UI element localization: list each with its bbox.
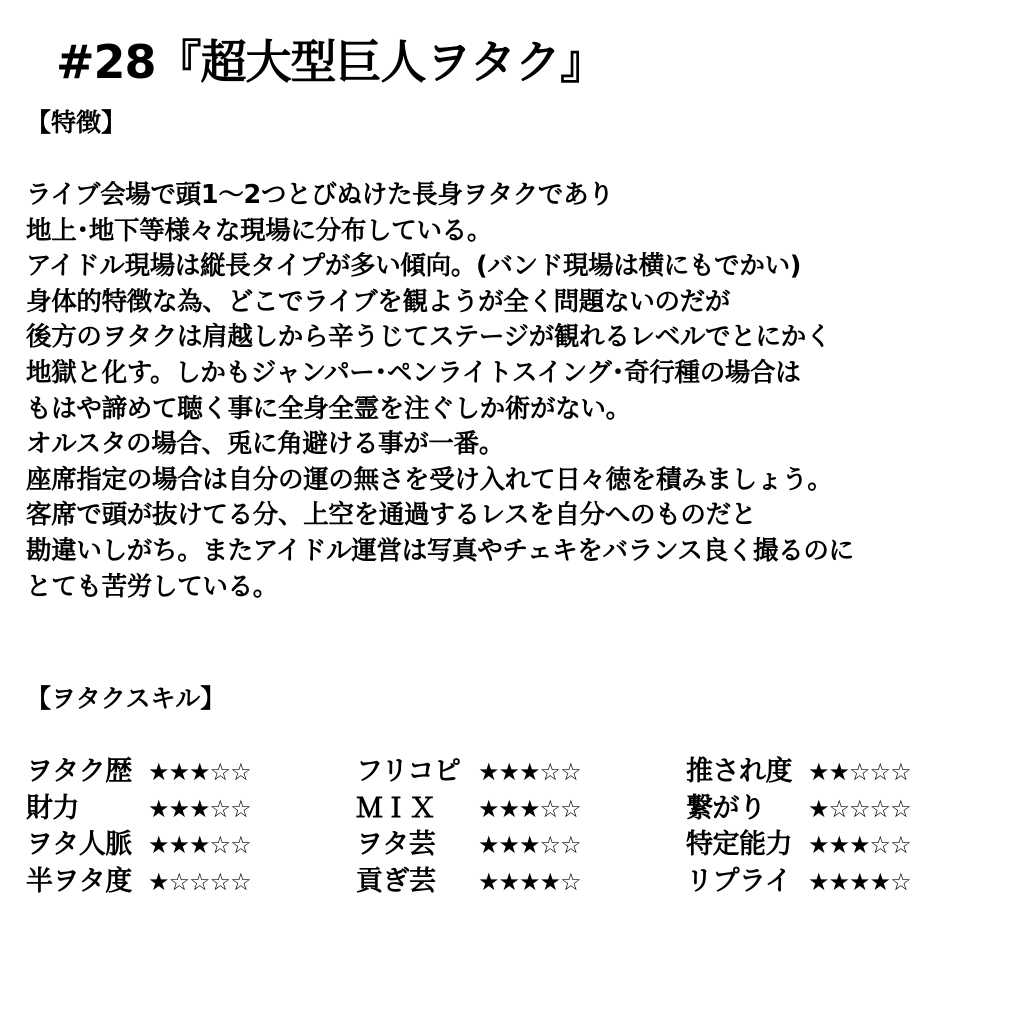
skill-name: 特定能力 [686, 829, 792, 860]
skill-name: ヲタ人脈 [26, 829, 132, 860]
skills-column [26, 754, 251, 900]
skill-row [26, 864, 251, 901]
skill-name: フリコピ [356, 756, 461, 787]
skill-rating: ★★★★☆ [478, 867, 581, 896]
skill-row [26, 827, 251, 864]
skills-column [356, 754, 581, 900]
skill-row [26, 754, 251, 791]
description-line: 地獄と化す。しかもジャンパー･ペンライトスイング･奇行種の場合は [26, 357, 801, 388]
skill-name: 繋がり [686, 792, 766, 824]
skill-row [356, 791, 581, 828]
description-line: オルスタの場合、兎に角避ける事が一番。 [26, 429, 505, 460]
skill-rating: ★★★☆☆ [478, 794, 581, 823]
skill-name: ヲタ芸 [356, 829, 436, 860]
skill-rating: ★☆☆☆☆ [148, 867, 251, 896]
skill-name: 財力 [26, 792, 79, 824]
skill-row [356, 827, 581, 864]
skill-row [356, 754, 581, 791]
skill-name: 半ヲタ度 [26, 865, 132, 897]
skill-name: 推され度 [686, 756, 792, 787]
skill-rating: ★★★★☆ [808, 867, 911, 896]
skill-row [686, 827, 911, 864]
skill-name: リプライ [686, 865, 792, 897]
description-line: 勘違いしがち。またアイドル運営は写真やチェキをバランス良く撮るのに [26, 535, 854, 566]
description-line: もはや諦めて聴く事に全身全霊を注ぐしか術がない。 [26, 393, 631, 424]
skill-rating: ★☆☆☆☆ [808, 794, 911, 823]
skills-heading: 【ヲタクスキル】 [26, 684, 226, 713]
skill-row [686, 864, 911, 901]
skill-row [686, 791, 911, 828]
skill-rating: ★★★☆☆ [148, 831, 251, 859]
skill-rating: ★★☆☆☆ [808, 758, 911, 786]
skills-column [686, 754, 911, 900]
skill-rating: ★★★☆☆ [148, 794, 251, 823]
skill-row [26, 791, 251, 828]
skill-name: ヲタク歴 [26, 756, 132, 787]
description-line: 座席指定の場合は自分の運の無さを受け入れて日々徳を積みましょう。 [26, 464, 833, 495]
description-line: とても苦労している。 [26, 571, 279, 602]
skill-rating: ★★★☆☆ [808, 831, 911, 859]
skill-row [686, 754, 911, 791]
skill-rating: ★★★☆☆ [478, 758, 581, 786]
description-line: 地上･地下等様々な現場に分布している。 [26, 215, 493, 246]
description-line: ライブ会場で頭1～2つとびぬけた長身ヲタクであり [26, 180, 614, 210]
description-line: アイドル現場は縦長タイプが多い傾向。(バンド現場は横にもでかい) [26, 251, 802, 282]
skill-name: ＭＩＸ [356, 792, 436, 824]
features-heading: 【特徴】 [26, 108, 127, 137]
skill-name: 貢ぎ芸 [356, 865, 436, 897]
description-line: 身体的特徴な為、どこでライブを観ようが全く問題ないのだが [26, 286, 731, 317]
page-title: #28『超大型巨人ヲタク』 [56, 35, 606, 89]
skill-rating: ★★★☆☆ [478, 831, 581, 859]
skill-rating: ★★★☆☆ [148, 758, 251, 786]
features-description [26, 178, 1016, 605]
description-line: 後方のヲタクは肩越しから辛うじてステージが観れるレベルでとにかく [26, 322, 832, 353]
description-line: 客席で頭が抜けてる分、上空を通過するレスを自分へのものだと [26, 500, 757, 531]
skill-row [356, 864, 581, 901]
